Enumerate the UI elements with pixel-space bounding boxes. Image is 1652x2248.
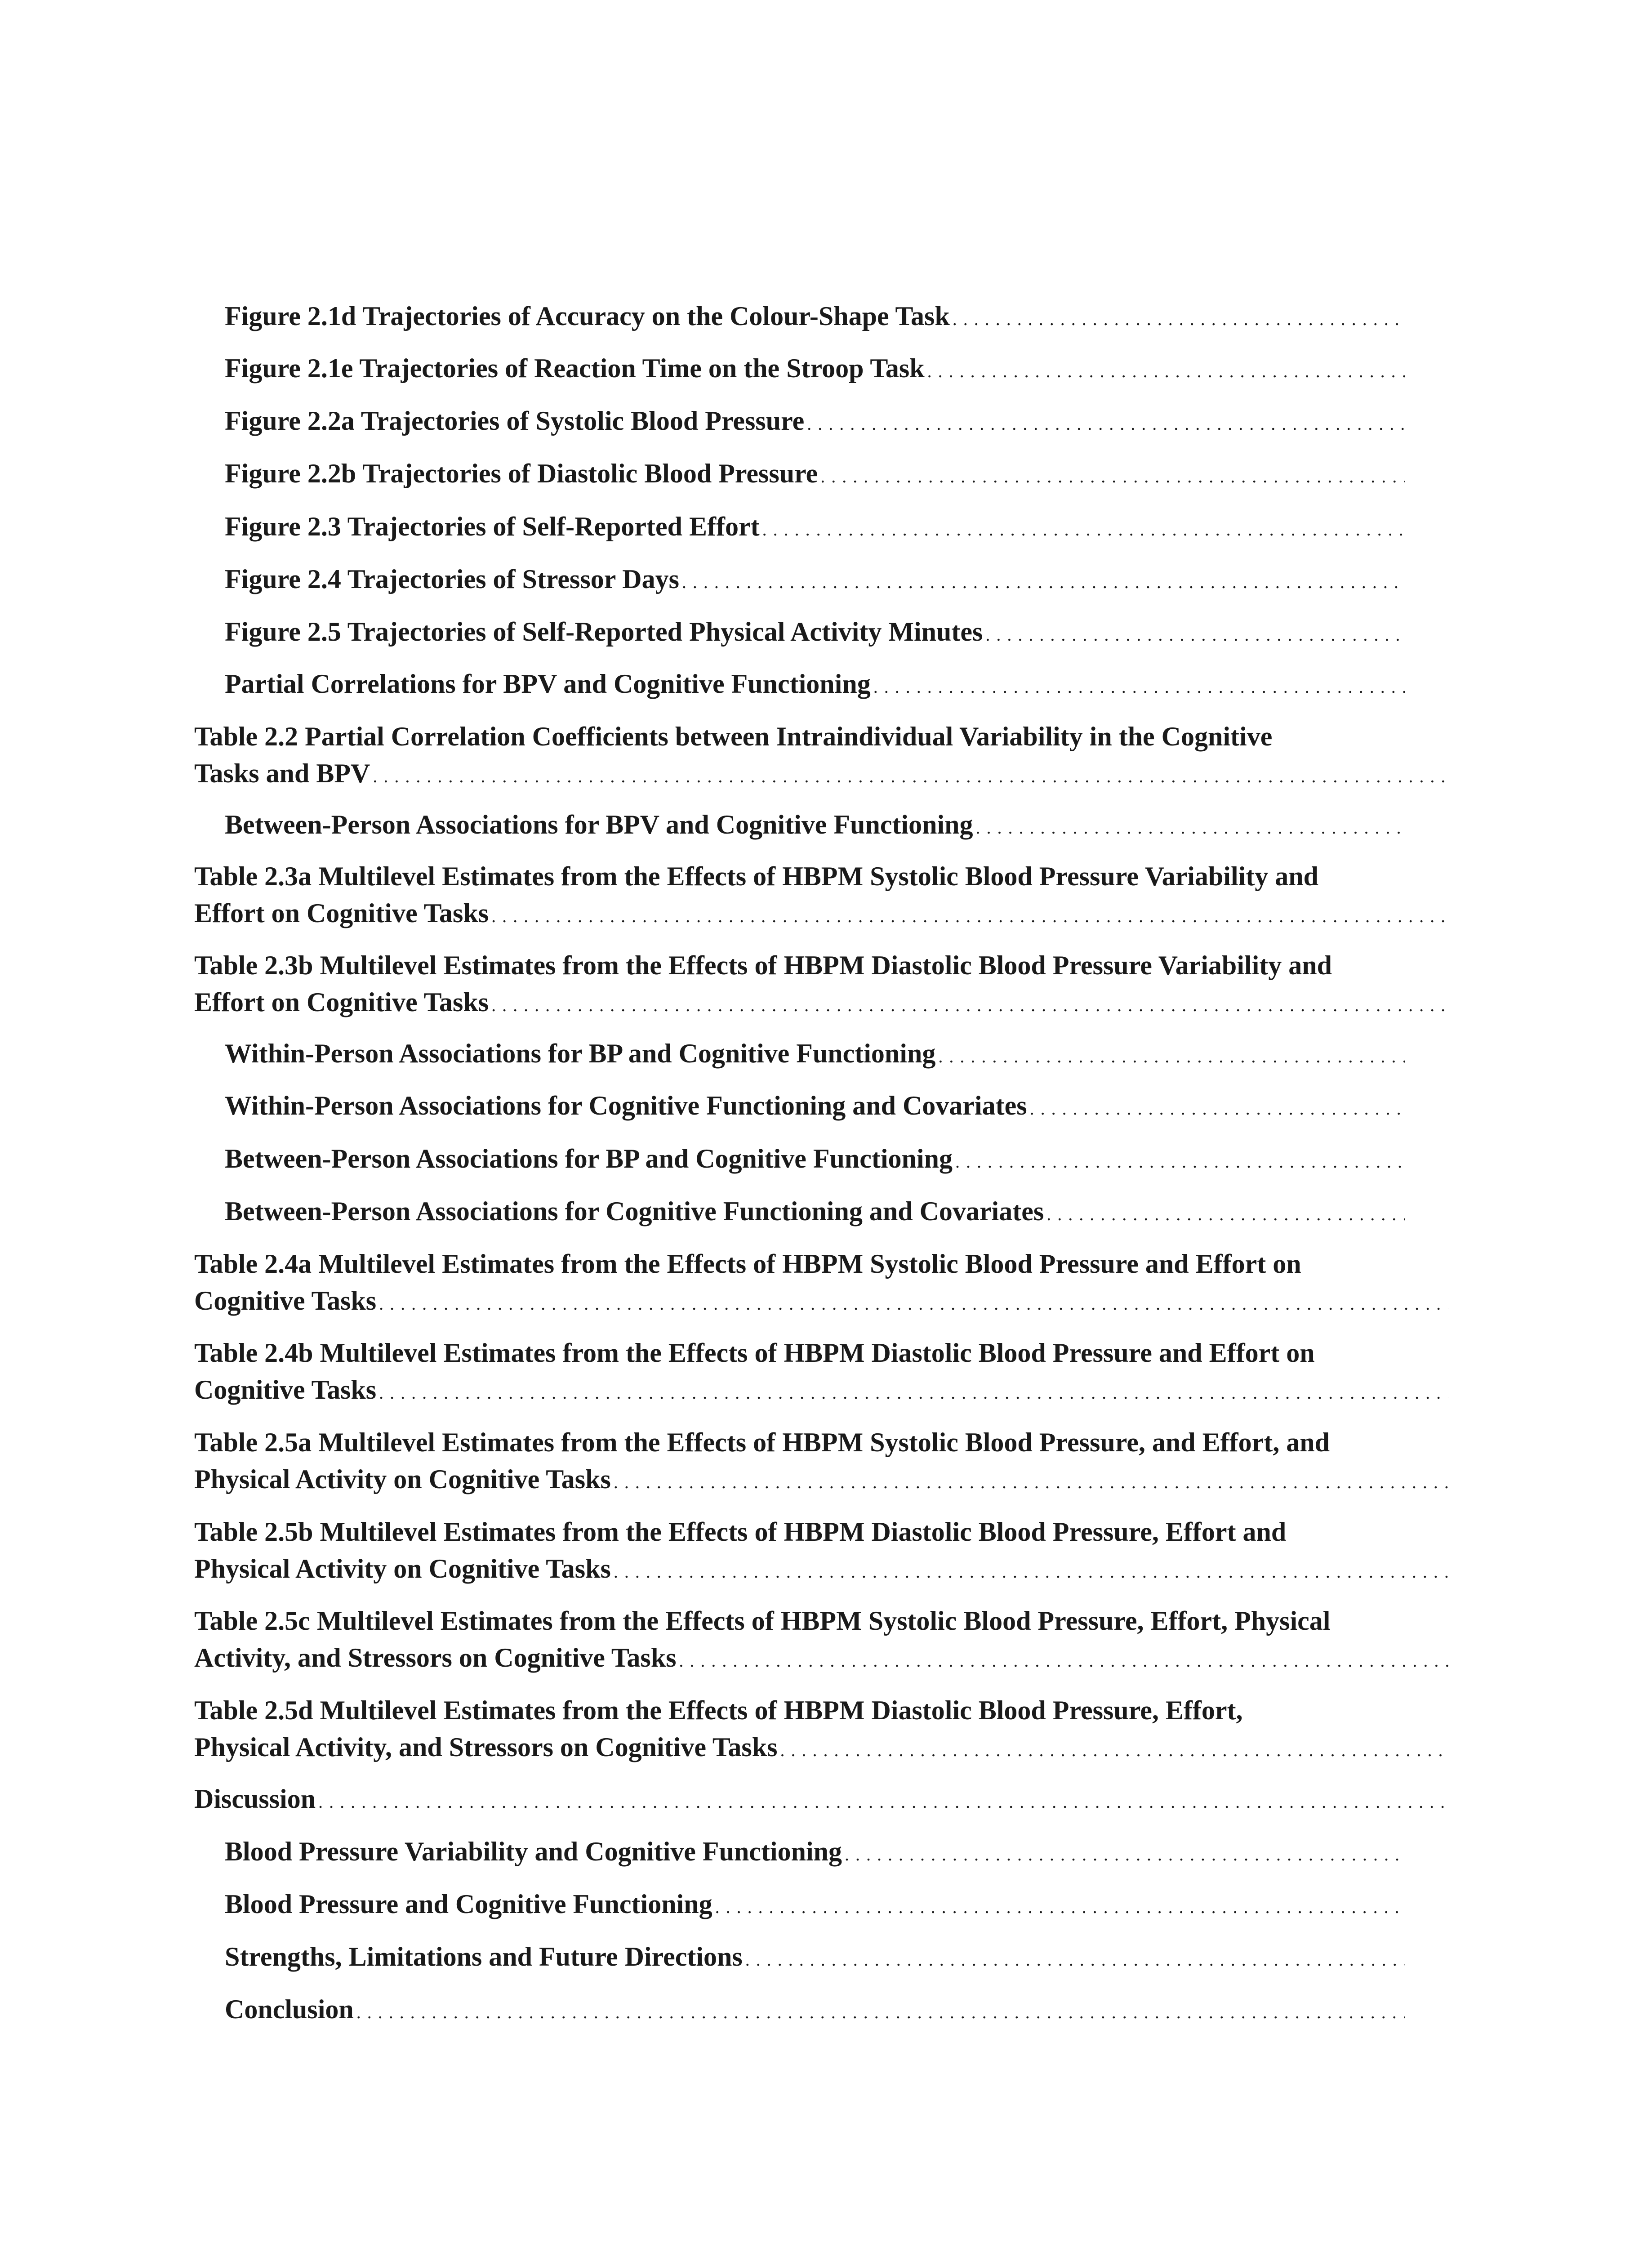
toc-entry-text-line-2: Cognitive Tasks	[194, 1286, 377, 1316]
dot-leader	[614, 1550, 1448, 1590]
dot-leader	[955, 1140, 1405, 1180]
toc-entry-text: Figure 2.2b Trajectories of Diastolic Blood Pressure	[225, 459, 818, 488]
toc-entry-text-line-2: Physical Activity, and Stressors on Cognitive Tasks	[194, 1732, 778, 1762]
dot-leader	[820, 455, 1405, 495]
dot-leader	[679, 1639, 1448, 1679]
toc-entry-text: Within-Person Associations for Cognitive Functioning and Covariates	[225, 1091, 1027, 1120]
dot-leader	[927, 350, 1405, 390]
toc-entry-text-line-2: Effort on Cognitive Tasks	[194, 898, 489, 928]
toc-entry-text: Blood Pressure and Cognitive Functioning	[225, 1889, 712, 1919]
dot-leader	[845, 1833, 1405, 1873]
toc-entry-text: Within-Person Associations for BP and Cognitive Functioning	[225, 1039, 936, 1068]
toc-entry-text: Figure 2.2a Trajectories of Systolic Blood Pressure	[225, 406, 805, 436]
dot-leader	[614, 1461, 1448, 1501]
toc-entry-text-line-1: Table 2.3b Multilevel Estimates from the Effects of HBPM Diastolic Blood Pressure Variability and	[194, 950, 1332, 980]
toc-entry-text: Between-Person Associations for Cognitive Functioning and Covariates	[225, 1196, 1044, 1226]
toc-entry-between-person-covariates[interactable]	[225, 1193, 1405, 1233]
toc-entry-within-person-bp[interactable]	[225, 1035, 1405, 1075]
toc-entry-text: Strengths, Limitations and Future Directions	[225, 1942, 743, 1971]
toc-entry-text-line-2: Physical Activity on Cognitive Tasks	[194, 1464, 611, 1494]
dot-leader	[780, 1729, 1448, 1769]
toc-entry-figure-2-5[interactable]	[225, 613, 1405, 653]
toc-entry-text: Between-Person Associations for BP and Cognitive Functioning	[225, 1144, 953, 1173]
toc-entry-text-line-1: Table 2.3a Multilevel Estimates from the Effects of HBPM Systolic Blood Pressure Variability and	[194, 861, 1319, 891]
toc-entry-table-2-2[interactable]	[194, 718, 1448, 795]
toc-entry-figure-2-2b[interactable]	[225, 455, 1405, 495]
toc-entry-text-line-2: Tasks and BPV	[194, 758, 370, 788]
dot-leader	[318, 1780, 1448, 1820]
dot-leader	[938, 1035, 1405, 1075]
dot-leader	[873, 665, 1405, 705]
toc-entry-partial-correlations[interactable]	[225, 665, 1405, 705]
toc-entry-table-2-4a[interactable]	[194, 1245, 1448, 1322]
toc-entry-table-2-3b[interactable]	[194, 947, 1448, 1024]
toc-entry-between-person-bp[interactable]	[225, 1140, 1405, 1180]
toc-entry-text-line-2: Effort on Cognitive Tasks	[194, 987, 489, 1017]
toc-entry-table-2-3a[interactable]	[194, 858, 1448, 935]
dot-leader	[356, 1991, 1405, 2031]
toc-entry-text: Figure 2.1d Trajectories of Accuracy on the Colour-Shape Task	[225, 301, 950, 331]
toc-entry-strengths-limitations[interactable]	[225, 1938, 1405, 1978]
toc-entry-text: Figure 2.5 Trajectories of Self-Reported Physical Activity Minutes	[225, 617, 983, 647]
toc-entry-figure-2-1e[interactable]	[225, 350, 1405, 390]
toc-entry-text: Between-Person Associations for BPV and Cognitive Functioning	[225, 810, 973, 839]
toc-entry-text-line-1: Table 2.5c Multilevel Estimates from the Effects of HBPM Systolic Blood Pressure, Effort, Physical	[194, 1606, 1331, 1636]
dot-leader	[1046, 1193, 1405, 1233]
toc-entry-figure-2-4[interactable]	[225, 561, 1405, 601]
toc-entry-figure-2-1d[interactable]	[225, 298, 1405, 338]
toc-entry-text: Discussion	[194, 1784, 316, 1814]
toc-entry-text-line-1: Table 2.4b Multilevel Estimates from the Effects of HBPM Diastolic Blood Pressure and Effort on	[194, 1338, 1315, 1368]
dot-leader	[379, 1282, 1448, 1322]
dot-leader	[976, 806, 1405, 846]
toc-entry-bp-cognitive[interactable]	[225, 1886, 1405, 1926]
dot-leader	[379, 1371, 1448, 1411]
toc-entry-text: Figure 2.3 Trajectories of Self-Reported Effort	[225, 512, 760, 541]
toc-entry-text-line-1: Table 2.4a Multilevel Estimates from the Effects of HBPM Systolic Blood Pressure and Effort on	[194, 1249, 1301, 1279]
toc-entry-table-2-5b[interactable]	[194, 1513, 1448, 1590]
toc-entry-figure-2-3[interactable]	[225, 508, 1405, 548]
dot-leader	[373, 755, 1448, 795]
toc-entry-text: Partial Correlations for BPV and Cognitive Functioning	[225, 669, 871, 699]
toc-entry-text-line-1: Table 2.5a Multilevel Estimates from the Effects of HBPM Systolic Blood Pressure, and Effort, and	[194, 1427, 1330, 1457]
dot-leader	[807, 402, 1405, 442]
toc-entry-text-line-1: Table 2.5b Multilevel Estimates from the Effects of HBPM Diastolic Blood Pressure, Effort and	[194, 1517, 1287, 1547]
toc-entry-table-2-5d[interactable]	[194, 1692, 1448, 1769]
toc-entry-figure-2-2a[interactable]	[225, 402, 1405, 442]
dot-leader	[745, 1938, 1405, 1978]
toc-entry-text: Figure 2.4 Trajectories of Stressor Days	[225, 564, 679, 594]
toc-entry-discussion[interactable]	[194, 1780, 1448, 1820]
toc-entry-text: Figure 2.1e Trajectories of Reaction Time on the Stroop Task	[225, 353, 925, 383]
dot-leader	[715, 1886, 1405, 1926]
toc-entry-text-line-2: Physical Activity on Cognitive Tasks	[194, 1554, 611, 1583]
toc-entry-bpv-cognitive[interactable]	[225, 1833, 1405, 1873]
toc-entry-text: Blood Pressure Variability and Cognitive Functioning	[225, 1837, 842, 1866]
toc-entry-conclusion[interactable]	[225, 1991, 1405, 2031]
dot-leader	[953, 298, 1405, 338]
dot-leader	[985, 613, 1405, 653]
toc-entry-within-person-covariates[interactable]	[225, 1087, 1405, 1127]
dot-leader	[491, 895, 1448, 935]
toc-entry-table-2-5a[interactable]	[194, 1424, 1448, 1501]
toc-entry-text-line-1: Table 2.2 Partial Correlation Coefficients between Intraindividual Variability in the Cognitive	[194, 722, 1273, 751]
toc-entry-text-line-2: Activity, and Stressors on Cognitive Tasks	[194, 1643, 677, 1673]
dot-leader	[1030, 1087, 1405, 1127]
dot-leader	[762, 508, 1405, 548]
dot-leader	[682, 561, 1405, 601]
toc-entry-table-2-4b[interactable]	[194, 1334, 1448, 1411]
toc-entry-table-2-5c[interactable]	[194, 1602, 1448, 1679]
toc-entry-text-line-1: Table 2.5d Multilevel Estimates from the Effects of HBPM Diastolic Blood Pressure, Effort,	[194, 1695, 1243, 1725]
toc-entry-between-person-bpv[interactable]	[225, 806, 1405, 846]
dot-leader	[491, 984, 1448, 1024]
toc-entry-text-line-2: Cognitive Tasks	[194, 1375, 377, 1405]
toc-entry-text: Conclusion	[225, 1994, 354, 2024]
